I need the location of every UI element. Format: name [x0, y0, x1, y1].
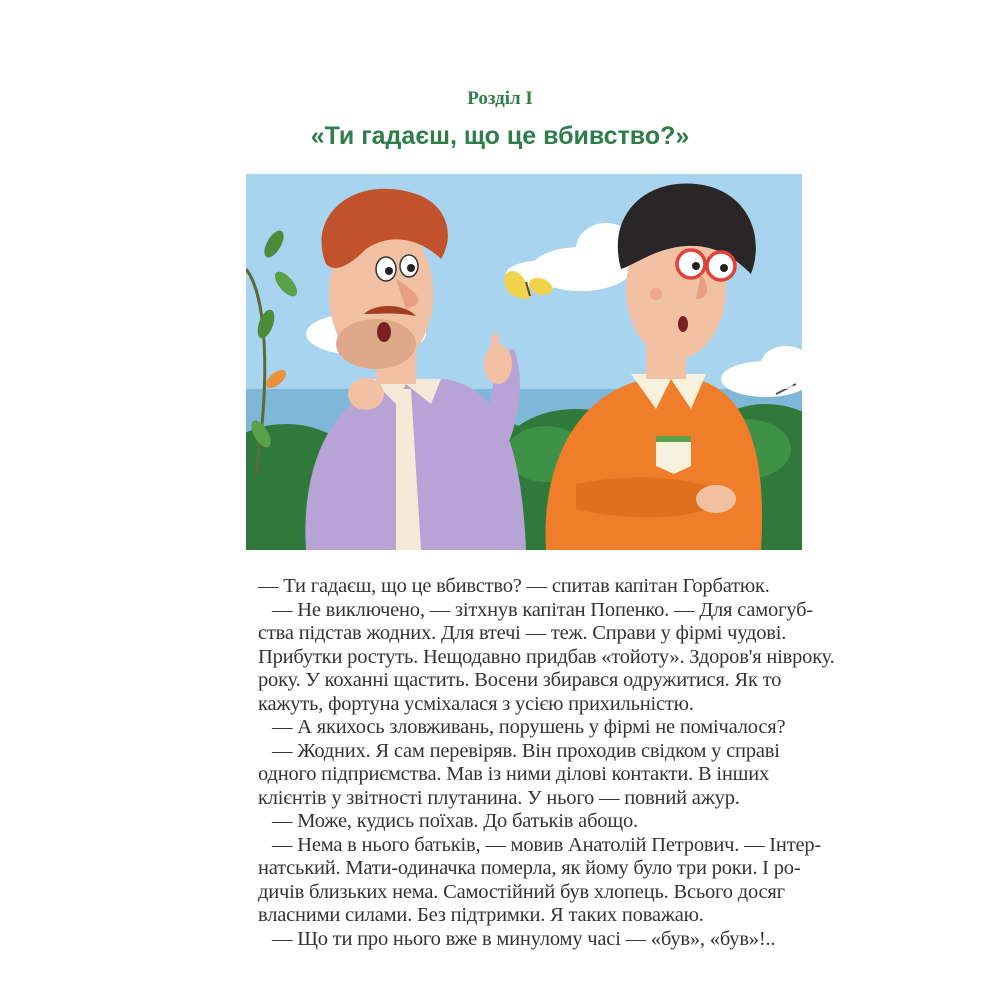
- text-line: ства підстав жодних. Для втечі — теж. Справи у фірмі чудові.: [258, 622, 787, 644]
- chapter-body-text: [258, 575, 835, 951]
- chapter-label: Розділ I: [467, 88, 533, 109]
- text-line: одного підприємства. Мав із ними ділові контакти. В інших: [258, 763, 770, 785]
- text-line: Прибутки ростуть. Нещодавно придбав «тойоту». Здоров'я нівроку.: [258, 645, 835, 668]
- text-line: — Що ти про нього вже в минулому часі — «був», «був»!..: [272, 927, 776, 950]
- text-line: кажуть, фортуна усміхалася з усією прихильністю.: [258, 692, 694, 715]
- chapter-illustration: [246, 174, 802, 550]
- text-line: — Не виключено, — зітхнув капітан Попенко. — Для самогуб-: [272, 598, 813, 621]
- text-line: — Може, кудись поїхав. До батьків абощо.: [272, 810, 638, 832]
- text-line: дичів близьких нема. Самостійний був хлопець. Всього досяг: [258, 880, 785, 903]
- text-line: — Жодних. Я сам перевіряв. Він проходив свідком у справі: [272, 739, 780, 762]
- text-line: клієнтів у звітності плутанина. У нього — повний ажур.: [258, 786, 740, 809]
- text-line: — Ти гадаєш, що це вбивство? — спитав капітан Горбатюк.: [258, 575, 770, 597]
- text-line: — Нема в нього батьків, — мовив Анатолій Петрович. — Інтер-: [272, 833, 822, 856]
- text-line: натський. Мати-одиначка померла, як йому було три роки. І ро-: [258, 857, 801, 879]
- text-line: власними силами. Без підтримки. Я таких поважаю.: [258, 904, 704, 926]
- text-line: — А якихось зловживань, порушень у фірмі не помічалося?: [272, 716, 786, 738]
- chapter-title: «Ти гадаєш, що це вбивство?»: [310, 122, 690, 150]
- text-line: року. У коханні щастить. Восени збирався одружитися. Як то: [258, 669, 782, 691]
